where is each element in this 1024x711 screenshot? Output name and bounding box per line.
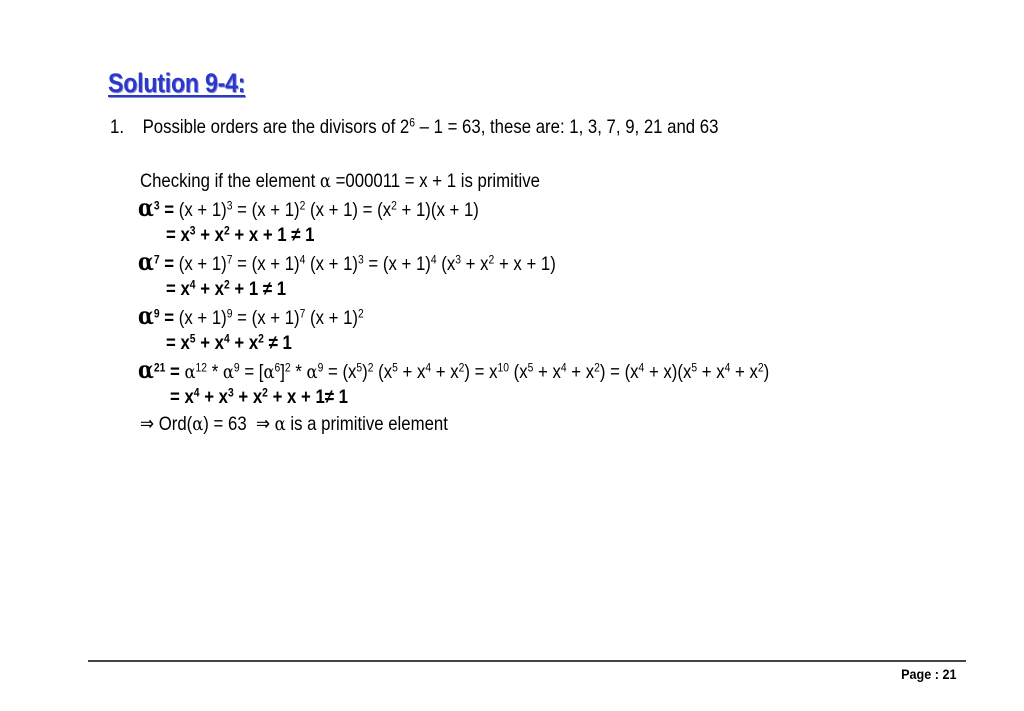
alpha-symbol: α bbox=[319, 170, 331, 192]
checking-line bbox=[140, 169, 540, 193]
alpha21-result: = $x^4 + x^3 + x^2 + x + 1\ne 1$ bbox=[170, 385, 349, 408]
item-text: Possible orders are the divisors of 2 bbox=[142, 116, 410, 138]
alpha9-equation: $\alpha^9 = (x + 1)^9 = (x + 1)^7$ $(x + 1)^2$ bbox=[138, 301, 364, 330]
alpha9-result: = $x^5 + x^4 + x^2 \ne 1$ bbox=[166, 331, 292, 354]
item-number: 1. bbox=[110, 116, 124, 138]
alpha21-equation: $\alpha^{21} = \alpha^{12} * \alpha^9 = [\alpha^6]^2 * \alpha^9 = (x^5)^2$ $(x^5 + x^4 + x^2) = x^{10}$ $(x^5 + x^4 + x^2) = (x^4 + x)(x^5 + x^4 + x^2)$ bbox=[138, 355, 770, 384]
alpha7-result: = $x^4 + x^2 + 1 \ne 1$ bbox=[166, 277, 287, 300]
item-exp: 6 bbox=[409, 115, 415, 130]
page-number: 21 bbox=[941, 666, 956, 682]
item-rest: – 1 = 63, these are: 1, 3, 7, 9, 21 and 63 bbox=[414, 116, 719, 138]
footer-rule bbox=[88, 660, 966, 662]
alpha7-equation: $\alpha^7 = (x + 1)^7 = (x + 1)^4$ $(x + 1)^3 = (x + 1)^4$ $(x^3 + x^2 + x + 1)$ bbox=[138, 247, 556, 276]
checking-pre: Checking if the element bbox=[140, 170, 320, 192]
item-1 bbox=[110, 115, 718, 139]
page-title: Solution 9-4: bbox=[108, 68, 246, 98]
page-footer bbox=[901, 666, 956, 682]
checking-post: =000011 = x + 1 is primitive bbox=[330, 170, 540, 192]
page-label: Page : bbox=[900, 666, 939, 682]
alpha3-result: = $x^3 + x^2 + x + 1 \ne 1$ bbox=[166, 223, 315, 246]
conclusion: ⇒ Ord(α) = 63 ⇒ α is a primitive element bbox=[140, 413, 448, 435]
alpha3-equation: $\alpha^3 = (x + 1)^3 = (x + 1)^2$ $(x + 1) = (x^2 + 1)(x + 1)$ bbox=[138, 193, 479, 222]
